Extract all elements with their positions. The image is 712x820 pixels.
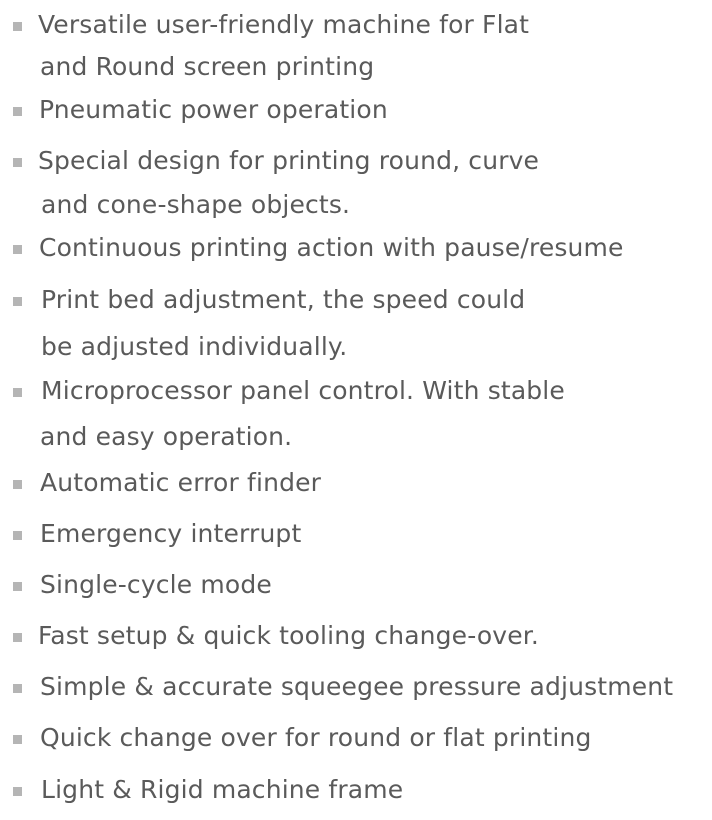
list-item-text: Automatic error finder xyxy=(40,468,322,497)
list-item-text: Pneumatic power operation xyxy=(39,95,388,124)
list-item-text: and Round screen printing xyxy=(40,52,375,81)
list-item-text: Special design for printing round, curve xyxy=(38,146,540,175)
list-item-text: Single-cycle mode xyxy=(40,570,272,599)
list-item-text: Fast setup & quick tooling change-over. xyxy=(38,621,540,650)
list-item-text: and cone-shape objects. xyxy=(41,190,351,219)
list-item-text: and easy operation. xyxy=(40,422,293,451)
list-item-text: Emergency interrupt xyxy=(40,519,302,548)
square-bullet-icon xyxy=(13,582,22,591)
list-item-text: Microprocessor panel control. With stable xyxy=(41,376,565,405)
square-bullet-icon xyxy=(13,531,22,540)
square-bullet-icon xyxy=(13,158,22,167)
square-bullet-icon xyxy=(13,787,22,796)
list-item-text: be adjusted individually. xyxy=(41,332,348,361)
square-bullet-icon xyxy=(13,735,22,744)
list-item-text: Print bed adjustment, the speed could xyxy=(41,285,526,314)
square-bullet-icon xyxy=(13,633,22,642)
list-item-text: Continuous printing action with pause/resume xyxy=(39,233,624,262)
square-bullet-icon xyxy=(13,107,22,116)
square-bullet-icon xyxy=(13,480,22,489)
list-item-text: Simple & accurate squeegee pressure adjustment xyxy=(40,672,674,701)
square-bullet-icon xyxy=(13,245,22,254)
list-item-text: Versatile user-friendly machine for Flat xyxy=(38,10,530,39)
list-item-text: Quick change over for round or flat printing xyxy=(40,723,592,752)
list-item-text: Light & Rigid machine frame xyxy=(41,775,404,804)
square-bullet-icon xyxy=(13,388,22,397)
square-bullet-icon xyxy=(13,22,22,31)
square-bullet-icon xyxy=(13,684,22,693)
square-bullet-icon xyxy=(13,297,22,306)
